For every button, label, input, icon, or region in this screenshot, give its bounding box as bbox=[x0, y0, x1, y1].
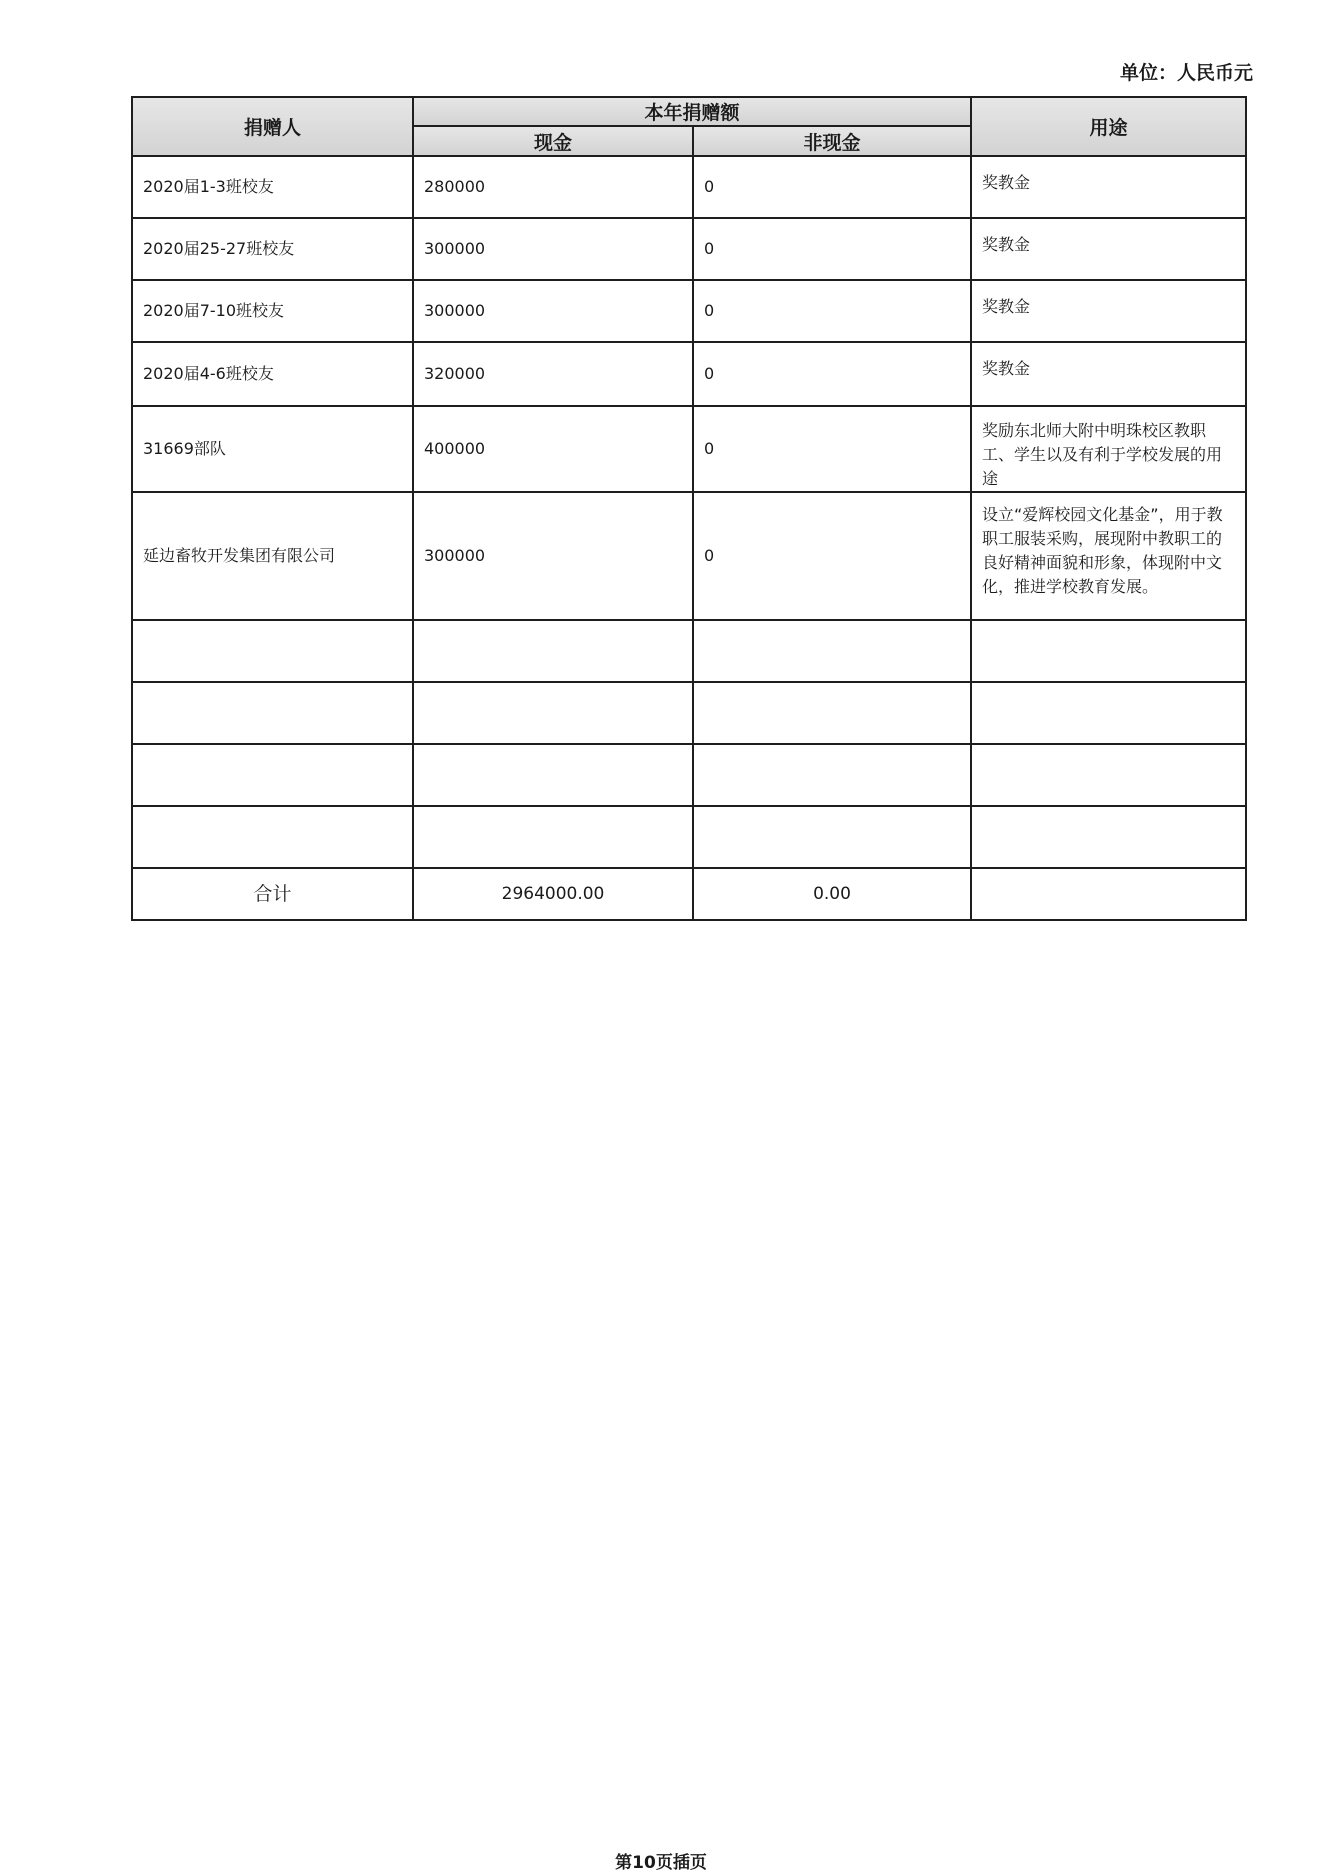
table-row bbox=[132, 280, 1246, 342]
donor-cell: 2020届4-6班校友 bbox=[132, 342, 413, 406]
empty-cell bbox=[132, 620, 413, 682]
noncash-cell: 0 bbox=[693, 342, 971, 406]
empty-cell bbox=[413, 806, 693, 868]
total-purpose-empty bbox=[971, 868, 1246, 920]
purpose-cell: 设立“爱辉校园文化基金”，用于教职工服装采购，展现附中教职工的良好精神面貌和形象，体现附中文化，推进学校教育发展。 bbox=[971, 492, 1246, 620]
donor-cell: 2020届1-3班校友 bbox=[132, 156, 413, 218]
empty-row bbox=[132, 806, 1246, 868]
noncash-cell: 0 bbox=[693, 156, 971, 218]
empty-cell bbox=[693, 620, 971, 682]
purpose-cell: 奖教金 bbox=[971, 218, 1246, 280]
header-purpose: 用途 bbox=[971, 97, 1246, 156]
cash-cell: 300000 bbox=[413, 492, 693, 620]
purpose-cell: 奖教金 bbox=[971, 342, 1246, 406]
total-noncash: 0.00 bbox=[693, 868, 971, 920]
total-label: 合计 bbox=[132, 868, 413, 920]
empty-cell bbox=[971, 806, 1246, 868]
purpose-cell: 奖教金 bbox=[971, 156, 1246, 218]
donor-cell: 2020届7-10班校友 bbox=[132, 280, 413, 342]
table-row bbox=[132, 218, 1246, 280]
donor-cell: 31669部队 bbox=[132, 406, 413, 492]
cash-cell: 300000 bbox=[413, 218, 693, 280]
empty-row bbox=[132, 620, 1246, 682]
page-footer: 第10页插页 bbox=[615, 1853, 707, 1873]
empty-cell bbox=[971, 620, 1246, 682]
empty-cell bbox=[132, 806, 413, 868]
cash-cell: 400000 bbox=[413, 406, 693, 492]
empty-cell bbox=[413, 620, 693, 682]
empty-cell bbox=[693, 744, 971, 806]
empty-cell bbox=[413, 744, 693, 806]
cash-cell: 300000 bbox=[413, 280, 693, 342]
empty-cell bbox=[132, 682, 413, 744]
donation-table bbox=[131, 96, 1247, 921]
donor-cell: 2020届25-27班校友 bbox=[132, 218, 413, 280]
purpose-cell: 奖教金 bbox=[971, 280, 1246, 342]
noncash-cell: 0 bbox=[693, 280, 971, 342]
empty-cell bbox=[971, 744, 1246, 806]
empty-cell bbox=[971, 682, 1246, 744]
header-donor: 捐赠人 bbox=[132, 97, 413, 156]
unit-label: 单位：人民币元 bbox=[1120, 62, 1254, 84]
cash-cell: 320000 bbox=[413, 342, 693, 406]
table-row bbox=[132, 406, 1246, 492]
empty-row bbox=[132, 744, 1246, 806]
table-row bbox=[132, 342, 1246, 406]
total-row bbox=[132, 868, 1246, 920]
table-row bbox=[132, 492, 1246, 620]
empty-cell bbox=[132, 744, 413, 806]
header-amount-group: 本年捐赠额 bbox=[413, 97, 971, 126]
noncash-cell: 0 bbox=[693, 492, 971, 620]
empty-row bbox=[132, 682, 1246, 744]
noncash-cell: 0 bbox=[693, 406, 971, 492]
cash-cell: 280000 bbox=[413, 156, 693, 218]
donor-cell: 延边畜牧开发集团有限公司 bbox=[132, 492, 413, 620]
empty-cell bbox=[693, 682, 971, 744]
header-cash: 现金 bbox=[413, 126, 693, 156]
table-row bbox=[132, 156, 1246, 218]
purpose-cell: 奖励东北师大附中明珠校区教职工、学生以及有利于学校发展的用途 bbox=[971, 406, 1246, 492]
header-noncash: 非现金 bbox=[693, 126, 971, 156]
noncash-cell: 0 bbox=[693, 218, 971, 280]
empty-cell bbox=[693, 806, 971, 868]
empty-cell bbox=[413, 682, 693, 744]
total-cash: 2964000.00 bbox=[413, 868, 693, 920]
